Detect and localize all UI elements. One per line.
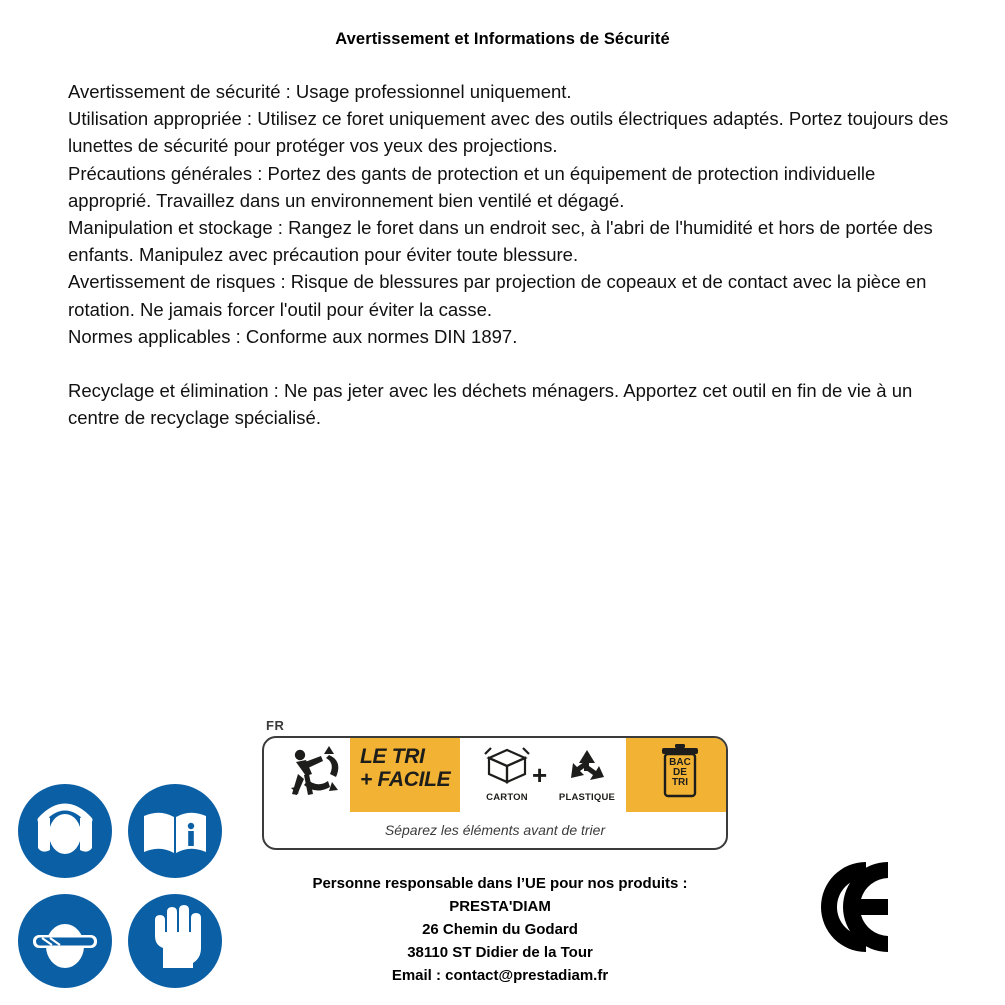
- responsible-person-suffix: pour nos produits :: [545, 875, 688, 892]
- bin-text: [644, 758, 716, 789]
- recycling-arrows-icon: [559, 744, 615, 786]
- bin-line1: BAC: [669, 757, 691, 768]
- triman-label-box: [262, 736, 728, 850]
- safety-information-text: [68, 78, 952, 431]
- company-street: 26 Chemin du Godard: [422, 921, 578, 939]
- bin-line2: DE: [673, 767, 687, 779]
- ear-protection-icon: [18, 784, 112, 878]
- triman-figure-icon: [272, 742, 350, 808]
- paragraph-standards: Normes applicables : Conforme aux normes DIN 1897.: [68, 325, 518, 347]
- company-email-label: Email :: [391, 967, 446, 985]
- responsible-person-prefix: Personne responsable dans l’: [312, 875, 526, 892]
- plastique-item: [548, 744, 626, 803]
- ce-marking-icon: [800, 852, 960, 962]
- company-email-line: [180, 964, 820, 987]
- paragraph-recycling: Recyclage et élimination : Ne pas jeter avec les déchets ménagers. Apportez cet outil en fin de vie à un centre de recyclage spécialisé.: [68, 380, 913, 429]
- bin-line3: TRI: [671, 777, 689, 789]
- company-name: PRESTA'DIAM: [449, 898, 551, 916]
- plastique-label: PLASTIQUE: [558, 792, 616, 803]
- carton-box-icon: [479, 744, 535, 786]
- responsible-person-line: [180, 872, 820, 895]
- read-instructions-icon: [128, 784, 222, 878]
- triman-headline-line2: + FACILE: [360, 767, 451, 791]
- paragraph-general-precautions: Précautions générales : Portez des gants de protection et un équipement de protection individuelle approprié. Travaillez dans un environnement bien ventilé et dégagé.: [68, 162, 876, 211]
- triman-headline-line1: LE TRI: [360, 745, 425, 768]
- paragraph-safety-warning: Avertissement de sécurité : Usage professionnel uniquement.: [68, 81, 572, 102]
- responsible-person-eu: UE: [525, 875, 546, 892]
- company-city: 38110 ST Didier de la Tour: [407, 944, 593, 962]
- triman-plus-separator: +: [532, 760, 548, 790]
- triman-country-code: FR: [266, 718, 285, 733]
- triman-recycling-label: [262, 718, 732, 850]
- company-email[interactable]: contact@prestadiam.fr: [445, 967, 609, 985]
- page-title: Avertissement et Informations de Sécurité: [335, 30, 670, 48]
- triman-headline: [360, 746, 456, 791]
- carton-label: CARTON: [486, 792, 528, 803]
- eye-protection-icon: [18, 894, 112, 988]
- paragraph-risk-warning: Avertissement de risques : Risque de blessures par projection de copeaux et de contact avec la pièce en rotation. Ne jamais forcer l'outil pour éviter la casse.: [68, 271, 927, 320]
- triman-footer-text: Séparez les éléments avant de trier: [384, 822, 606, 838]
- paragraph-proper-use: Utilisation appropriée : Utilisez ce foret uniquement avec des outils électriques adaptés. Portez toujours des lunettes de sécurité pour protéger vos yeux des projections.: [68, 108, 949, 157]
- paragraph-handling-storage: Manipulation et stockage : Rangez le foret dans un endroit sec, à l'abri de l'humidité et hors de portée des enfants. Manipulez avec précaution pour éviter toute blessure.: [68, 216, 933, 266]
- responsible-person-block: [180, 872, 820, 987]
